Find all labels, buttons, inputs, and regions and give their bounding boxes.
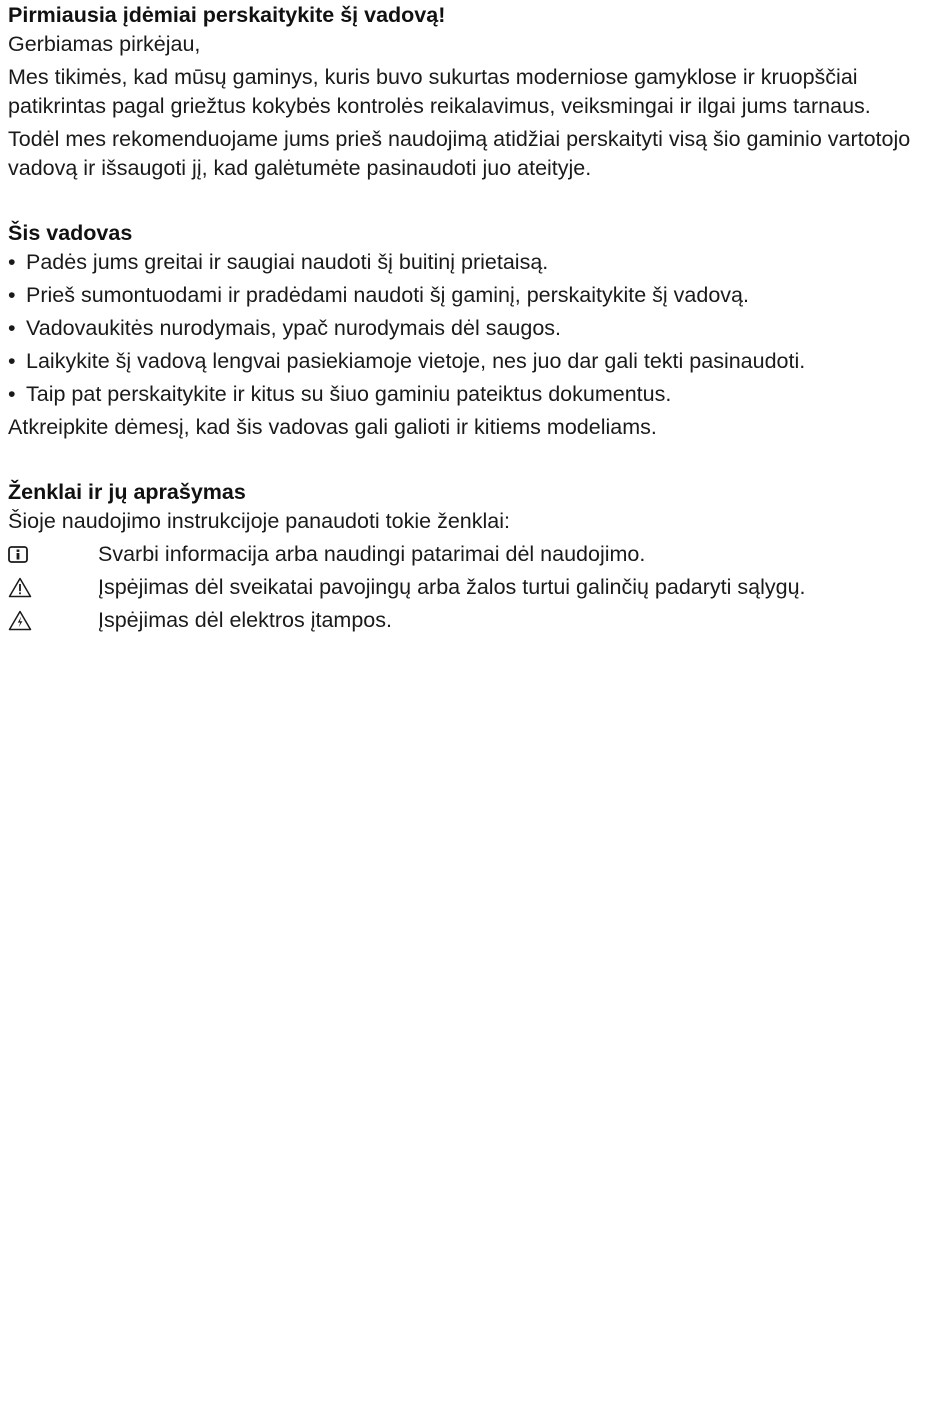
bullet-icon: • [8, 382, 16, 406]
list-item [8, 347, 933, 376]
bullet-text: Vadovaukitės nurodymais, ypač nurodymais dėl saugos. [26, 316, 562, 340]
intro-paragraph-2: Todėl mes rekomenduojame jums prieš naudojimą atidžiai perskaityti visą šio gaminio vartotojo vadovą ir išsaugoti jį, kad galėtumėte pasinaudoti juo ateityje. [8, 127, 911, 180]
bullet-text: Prieš sumontuodami ir pradėdami naudoti šį gaminį, perskaitykite šį vadovą. [26, 283, 749, 307]
symbol-description: Įspėjimas dėl elektros įtampos. [98, 608, 392, 632]
bullet-icon: • [8, 250, 16, 274]
manual-heading: Šis vadovas [8, 221, 133, 245]
symbol-description: Svarbi informacija arba naudingi patarimai dėl naudojimo. [98, 542, 646, 566]
electric-warning-icon [8, 610, 98, 631]
warning-icon [8, 577, 98, 598]
bullet-text: Laikykite šį vadovą lengvai pasiekiamoje vietoje, nes juo dar gali tekti pasinaudoti. [26, 349, 806, 373]
greeting: Gerbiamas pirkėjau, [8, 32, 201, 56]
symbol-description: Įspėjimas dėl sveikatai pavojingų arba žalos turtui galinčių padaryti sąlygų. [98, 575, 806, 599]
bullet-text: Padės jums greitai ir saugiai naudoti šį buitinį prietaisą. [26, 250, 549, 274]
symbol-row-electric [8, 606, 933, 635]
manual-bullet-list [8, 248, 933, 409]
intro-paragraph-1: Mes tikimės, kad mūsų gaminys, kuris buvo sukurtas moderniose gamyklose ir kruopščiai patikrintas pagal griežtus kokybės kontrolės reikalavimus, veiksmingai ir ilgai jums tarnaus. [8, 65, 871, 118]
document-page [8, 1, 933, 639]
list-item [8, 248, 933, 277]
bullet-text: Taip pat perskaitykite ir kitus su šiuo gaminiu pateiktus dokumentus. [26, 382, 672, 406]
info-icon [8, 546, 98, 564]
symbol-row-warning [8, 573, 933, 602]
list-item [8, 281, 933, 310]
symbols-heading: Ženklai ir jų aprašymas [8, 480, 246, 504]
symbol-row-info [8, 540, 933, 569]
symbols-intro: Šioje naudojimo instrukcijoje panaudoti tokie ženklai: [8, 509, 510, 533]
bullet-icon: • [8, 349, 16, 373]
list-item [8, 314, 933, 343]
list-item [8, 380, 933, 409]
bullet-icon: • [8, 283, 16, 307]
manual-note: Atkreipkite dėmesį, kad šis vadovas gali galioti ir kitiems modeliams. [8, 415, 657, 439]
page-title: Pirmiausia įdėmiai perskaitykite šį vadovą! [8, 3, 446, 27]
bullet-icon: • [8, 316, 16, 340]
